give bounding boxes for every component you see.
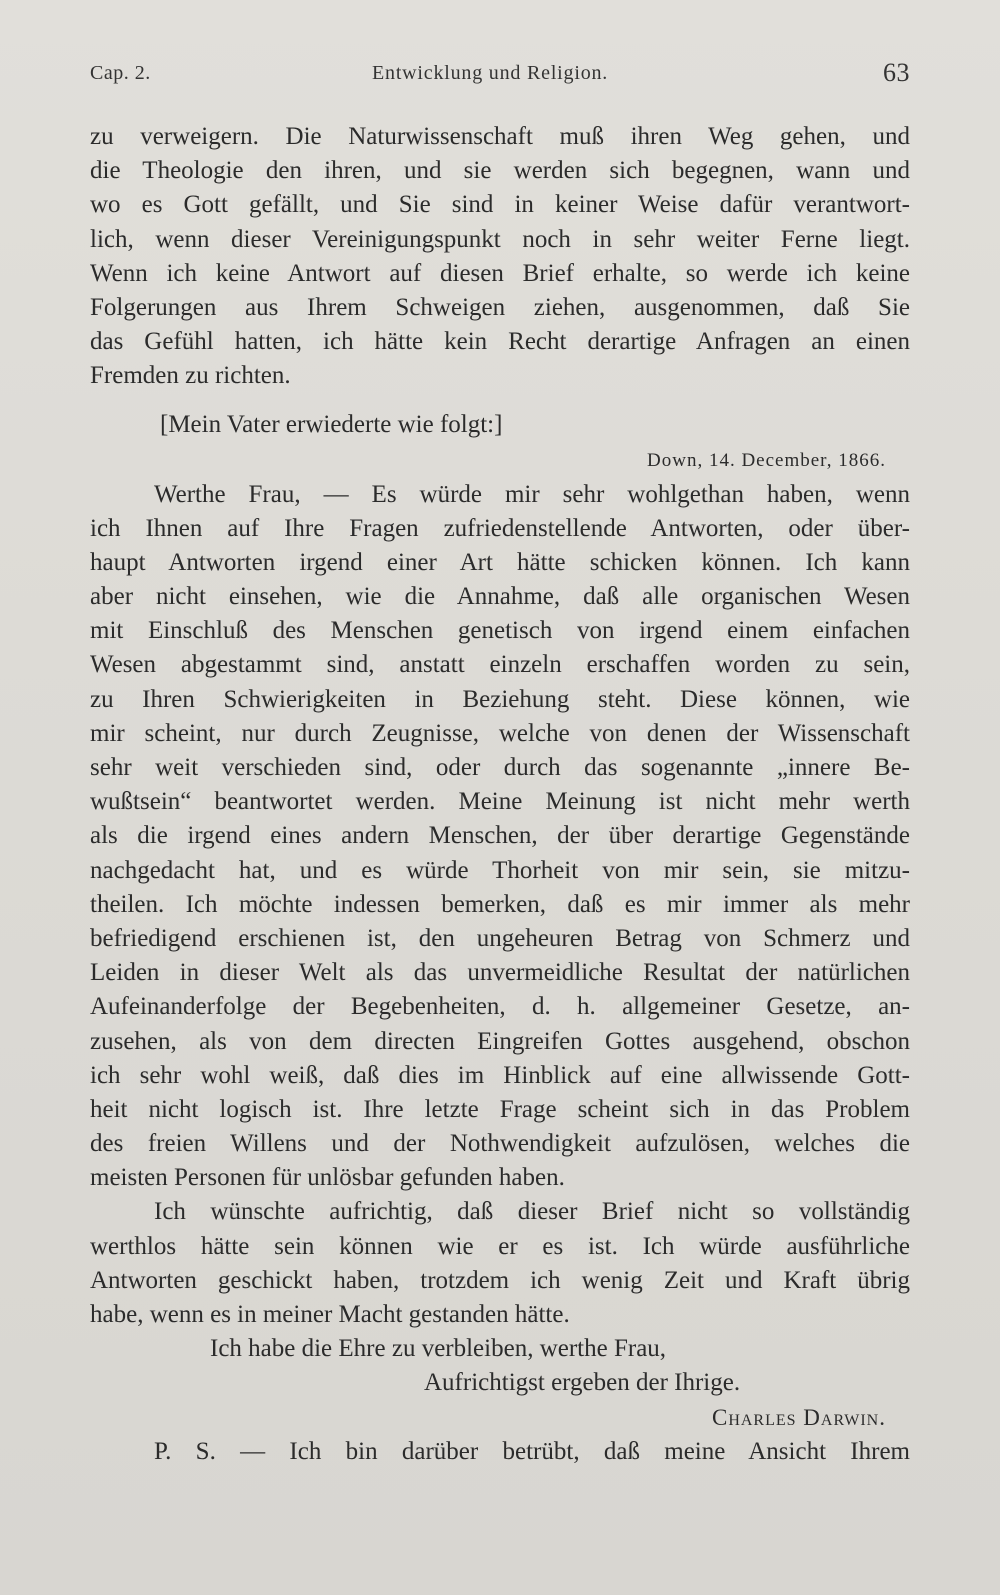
letter-dateline: Down, 14. December, 1866.	[647, 449, 886, 471]
text-line: habe, wenn es in meiner Macht gestanden hätte.	[90, 1301, 570, 1328]
text-line: zu verweigern. Die Naturwissenschaft muß ihren Weg gehen, und	[90, 123, 910, 150]
text-line: nachgedacht hat, und es würde Thorheit von mir sein, sie mitzu-	[90, 856, 910, 884]
text-line: wußtsein“ beantwortet werden. Meine Meinung ist nicht mehr werth	[90, 788, 910, 816]
text-line: ich sehr wohl weiß, daß dies im Hinblick auf eine allwissende Gott-	[90, 1061, 910, 1089]
text-line: des freien Willens und der Nothwendigkeit aufzulösen, welches die	[90, 1130, 910, 1158]
closing-line-1: Ich habe die Ehre zu verbleiben, werthe Frau,	[210, 1335, 667, 1363]
text-line: lich, wenn dieser Vereinigungspunkt noch in sehr weiter Ferne liegt.	[90, 225, 910, 253]
text-line: als die irgend eines andern Menschen, der über derartige Gegenstände	[90, 822, 910, 850]
text-line: Wesen abgestammt sind, anstatt einzeln erschaffen worden zu sein,	[90, 651, 910, 679]
text-line: Leiden in dieser Welt als das unvermeidliche Resultat der natürlichen	[90, 959, 910, 987]
text-line: Ich wünschte aufrichtig, daß dieser Brief nicht so vollständig	[154, 1198, 910, 1226]
postscript-line: P. S. — Ich bin darüber betrübt, daß meine Ansicht Ihrem	[154, 1437, 910, 1465]
text-line: sehr weit verschieden sind, oder durch das sogenannte „innere Be-	[90, 754, 910, 781]
chapter-label: Cap. 2.	[90, 62, 151, 84]
text-line: Werthe Frau, — Es würde mir sehr wohlgethan haben, wenn	[154, 480, 910, 508]
text-line: wo es Gott gefällt, und Sie sind in keiner Weise dafür verantwort-	[90, 191, 910, 219]
text-line: werthlos hätte sein können wie er es ist. Ich würde ausführliche	[90, 1232, 910, 1260]
text-line: haupt Antworten irgend einer Art hätte schicken können. Ich kann	[90, 548, 910, 576]
text-line: theilen. Ich möchte indessen bemerken, daß es mir immer als mehr	[90, 890, 910, 918]
closing-line-2: Aufrichtigst ergeben der Ihrige.	[424, 1369, 741, 1397]
text-line: Wenn ich keine Antwort auf diesen Brief erhalte, so werde ich keine	[90, 259, 910, 287]
paragraph-3	[90, 1195, 910, 1332]
paragraph-1	[90, 120, 910, 394]
text-line: heit nicht logisch ist. Ihre letzte Frage scheint sich in das Problem	[90, 1095, 910, 1123]
main-text	[90, 120, 910, 1469]
text-line: aber nicht einsehen, wie die Annahme, daß alle organischen Wesen	[90, 583, 910, 611]
text-line: Folgerungen aus Ihrem Schweigen ziehen, ausgenommen, daß Sie	[90, 293, 910, 321]
running-header	[90, 58, 910, 88]
text-line: die Theologie den ihren, und sie werden sich begegnen, wann und	[90, 157, 910, 185]
text-line: mir scheint, nur durch Zeugnisse, welche von denen der Wissenschaft	[90, 719, 910, 747]
text-line: meisten Personen für unlösbar gefunden haben.	[90, 1164, 565, 1192]
paragraph-2	[90, 478, 910, 1196]
signature: Charles Darwin.	[711, 1404, 886, 1430]
running-title: Entwicklung und Religion.	[372, 62, 609, 84]
text-line: Aufeinanderfolge der Begebenheiten, d. h. allgemeiner Gesetze, an-	[90, 993, 910, 1021]
text-line: das Gefühl hatten, ich hätte kein Recht derartige Anfragen an einen	[90, 328, 910, 356]
spacer	[90, 394, 910, 406]
text-line: zusehen, als von dem directen Eingreifen Gottes ausgehend, obschon	[90, 1027, 910, 1055]
page-number: 63	[883, 58, 910, 87]
text-line: mit Einschluß des Menschen genetisch von irgend einem einfachen	[90, 617, 910, 645]
text-line: befriedigend erschienen ist, den ungeheuren Betrag von Schmerz und	[90, 924, 910, 952]
text-line: Fremden zu richten.	[90, 362, 291, 390]
text-line: zu Ihren Schwierigkeiten in Beziehung steht. Diese können, wie	[90, 685, 910, 713]
editorial-note: [Mein Vater erwiederte wie folgt:]	[160, 410, 503, 438]
text-line: ich Ihnen auf Ihre Fragen zufriedenstellende Antworten, oder über-	[90, 514, 910, 542]
text-line: Antworten geschickt haben, trotzdem ich wenig Zeit und Kraft übrig	[90, 1266, 910, 1294]
